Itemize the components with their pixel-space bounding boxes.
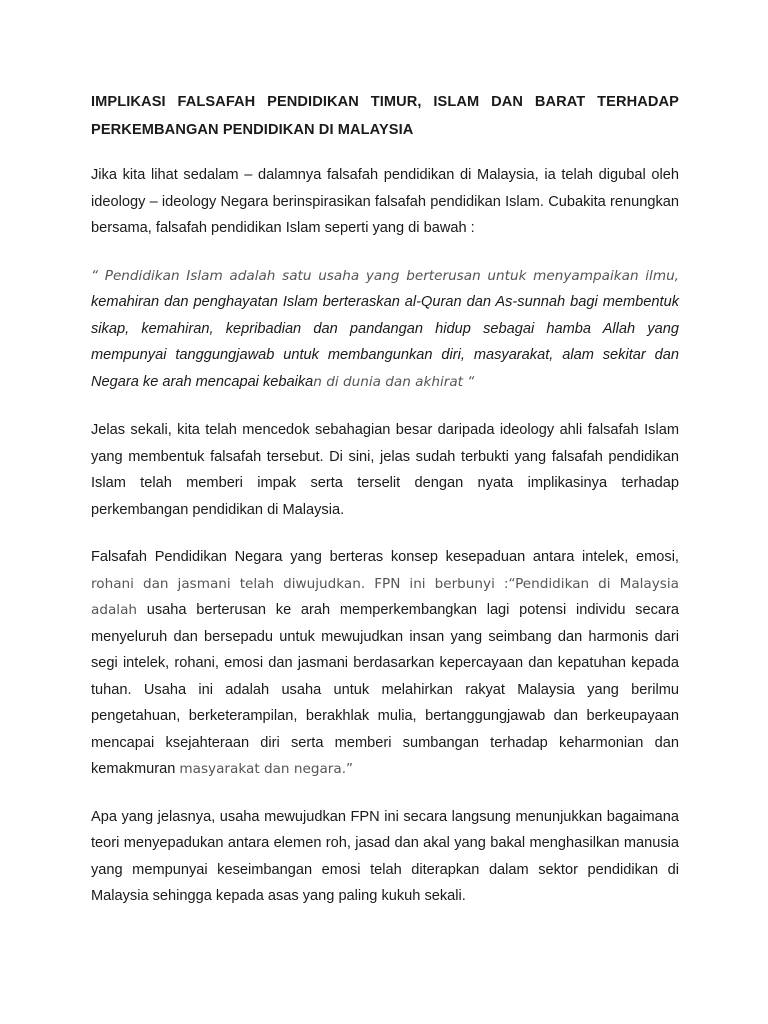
fpn-part-2: rohani dan jasmani telah diwujudkan. FPN ini berbunyi :“Pendidikan di Malaysia adalah xyxy=(91,575,679,618)
document-title: IMPLIKASI FALSAFAH PENDIDIKAN TIMUR, ISLAM DAN BARAT TERHADAP PERKEMBANGAN PENDIDIKAN DI MALAYSIA xyxy=(91,94,679,138)
quote-open: “ Pendidikan Islam adalah satu usaha yang berterusan untuk menyampaikan ilmu, xyxy=(91,267,679,284)
fpn-part-4: masyarakat dan negara.” xyxy=(179,761,354,777)
quote-close: n di dunia dan akhirat “ xyxy=(313,373,475,390)
document-page xyxy=(91,88,679,931)
paragraph-ideology: Jelas sekali, kita telah mencedok sebahagian besar daripada ideology ahli falsafah Islam yang membentuk falsafah tersebut. Di sini, jelas sudah terbukti yang falsafah pendidikan Islam telah memberi impak serta terselit dengan nyata implikasinya terhadap perkembangan pendidikan di Malaysia. xyxy=(91,422,679,518)
fpn-part-3: usaha berterusan ke arah memperkembangkan lagi potensi individu secara menyeluruh dan bersepadu untuk mewujudkan insan yang seimbang dan harmonis dari segi intelek, rohani, emosi dan jasmani berdasarkan kepercayaan dan kepatuhan kepada tuhan. Usaha ini adalah usaha untuk melahirkan rakyat Malaysia yang berilmu pengetahuan, berketerampilan, berakhlak mulia, bertanggungjawab dan berkeupayaan mencapai ksejahteraan diri serta memberi sumbangan terhadap keharmonian dan kemakmuran xyxy=(91,602,679,777)
paragraph-conclusion: Apa yang jelasnya, usaha mewujudkan FPN ini secara langsung menunjukkan bagaimana teori menyepadukan antara elemen roh, jasad dan akal yang bakal menghasilkan manusia yang mempunyai keseimbangan emosi telah diterapkan dalam sektor pendidikan di Malaysia sehingga kepada asas yang paling kukuh sekali. xyxy=(91,808,679,904)
paragraph-intro: Jika kita lihat sedalam – dalamnya falsafah pendidikan di Malaysia, ia telah digubal oleh ideology – ideology Negara berinspirasikan falsafah pendidikan Islam. Cubakita renungkan bersama, falsafah pendidikan Islam seperti yang di bawah : xyxy=(91,167,679,236)
fpn-part-1: Falsafah Pendidikan Negara yang berteras konsep kesepaduan antara intelek, emosi, xyxy=(91,549,679,565)
quote-falsafah-pendidikan-islam xyxy=(91,263,679,396)
quote-main: kemahiran dan penghayatan Islam berteraskan al-Quran dan As-sunnah bagi membentuk sikap, kemahiran, kepribadian dan pandangan hidup sebagai hamba Allah yang mempunyai tanggungjawab untuk membangunkan diri, masyarakat, alam sekitar dan Negara ke arah mencapai kebaika xyxy=(91,294,679,390)
paragraph-fpn xyxy=(91,544,679,783)
